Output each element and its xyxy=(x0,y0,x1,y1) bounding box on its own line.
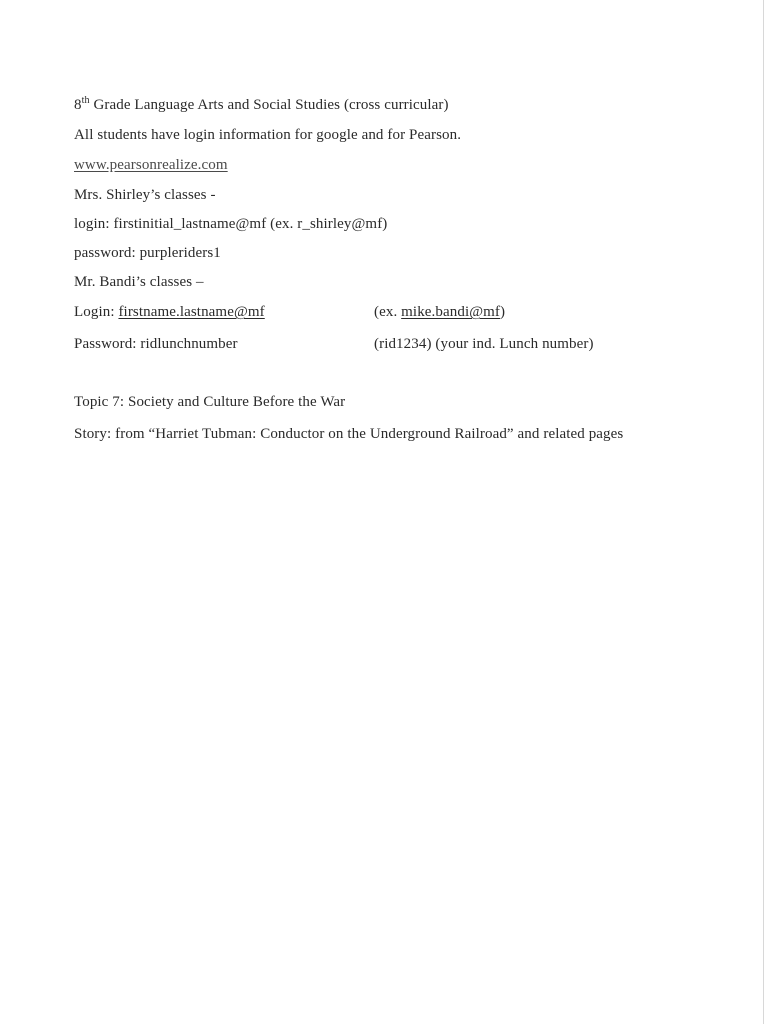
topic-line: Topic 7: Society and Culture Before the War xyxy=(74,394,346,410)
bandi-login-value[interactable]: firstname.lastname@mf xyxy=(118,304,265,320)
bandi-login-example xyxy=(374,303,505,321)
grade-suffix: th xyxy=(81,95,90,106)
bandi-password-row xyxy=(74,335,674,353)
intro-text: All students have login information for google and for Pearson. xyxy=(74,127,462,143)
bandi-example-prefix: (ex. xyxy=(374,304,402,320)
bandi-example-suffix: ) xyxy=(500,304,506,320)
bandi-login-row xyxy=(74,303,674,321)
bandi-example-email[interactable]: mike.bandi@mf xyxy=(401,304,501,320)
bandi-password-example: (rid1234) (your ind. Lunch number) xyxy=(374,336,594,352)
document-heading xyxy=(74,96,449,114)
page-edge xyxy=(763,0,764,1024)
shirley-login: login: firstinitial_lastname@mf (ex. r_shirley@mf) xyxy=(74,216,388,232)
heading-text: Grade Language Arts and Social Studies (cross curricular) xyxy=(89,97,449,113)
website-link[interactable]: www.pearsonrealize.com xyxy=(74,157,228,173)
bandi-login-label: Login: xyxy=(74,304,119,320)
bandi-password-label: Password: ridlunchnumber xyxy=(74,336,238,352)
shirley-password: password: purpleriders1 xyxy=(74,245,221,261)
shirley-classes-title: Mrs. Shirley’s classes - xyxy=(74,187,216,203)
grade-number: 8 xyxy=(74,97,82,113)
story-line: Story: from “Harriet Tubman: Conductor on the Underground Railroad” and related pages xyxy=(74,426,624,442)
bandi-classes-title: Mr. Bandi’s classes – xyxy=(74,274,204,290)
